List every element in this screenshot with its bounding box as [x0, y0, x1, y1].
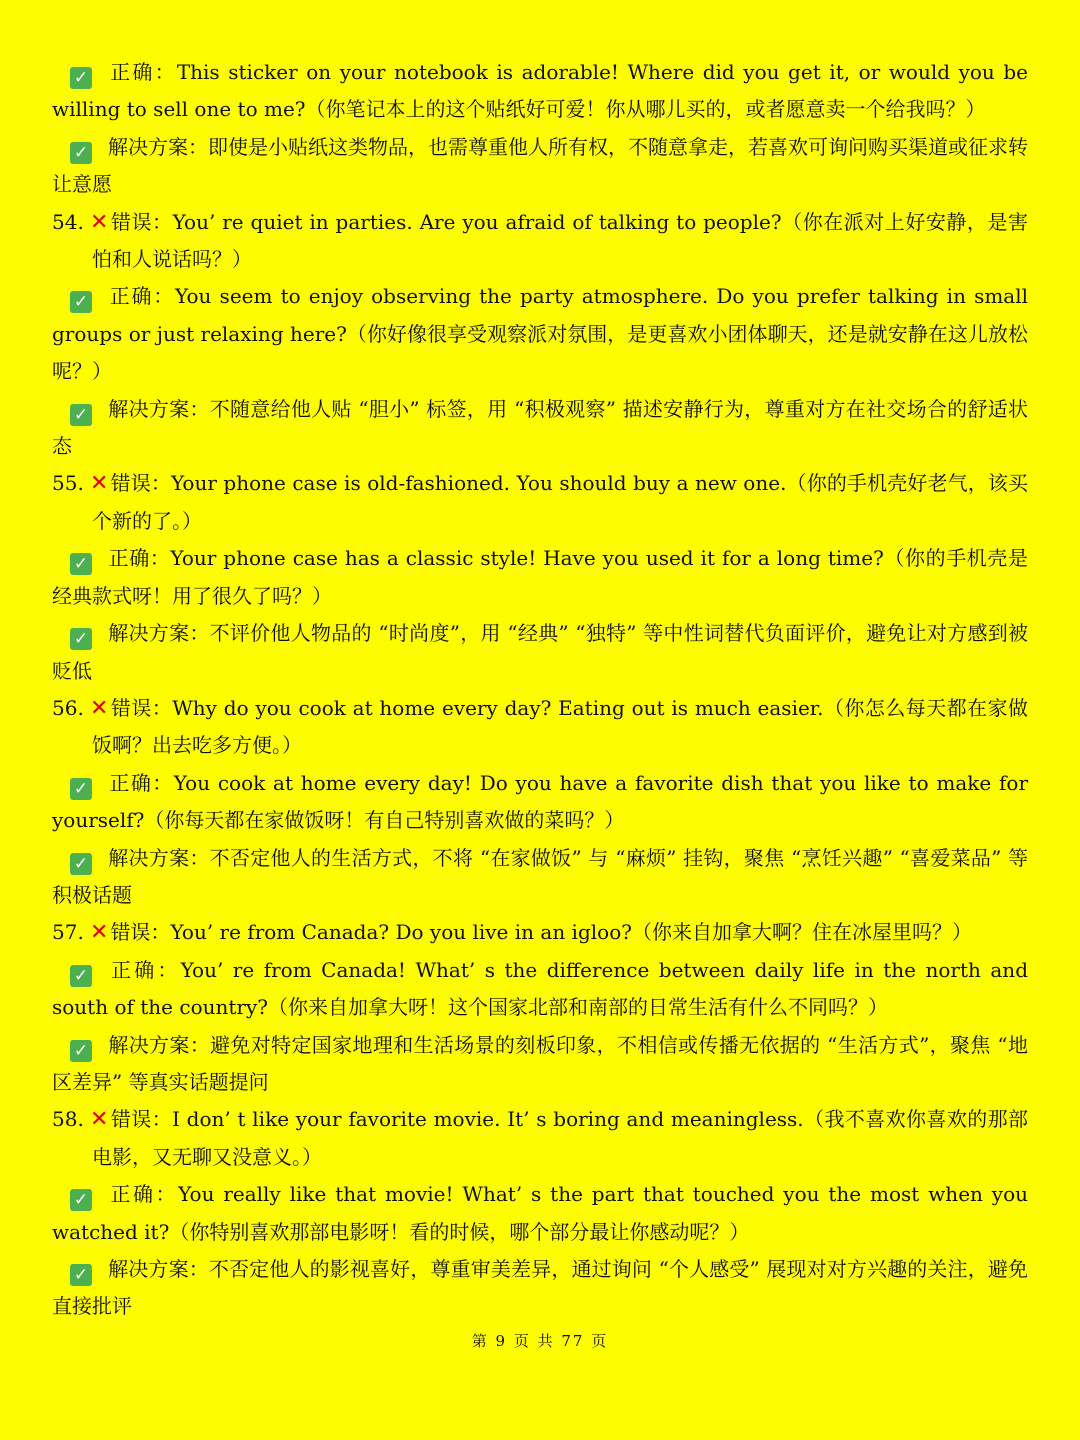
entry-label: 错误： [110, 209, 173, 234]
cross-icon: ✕ [90, 920, 109, 946]
entry-label: 解决方案： [108, 1032, 211, 1057]
entry-label: 错误： [110, 1107, 173, 1132]
correct-entry [52, 952, 1028, 1027]
entry-text: 不否定他人的影视喜好，尊重审美差异，通过询问 “个人感受” 展现对对方兴趣的关注，避免直接批评 [52, 1257, 1028, 1319]
check-icon: ✓ [70, 853, 92, 875]
solution-entry [52, 129, 1028, 204]
correct-entry [52, 1176, 1028, 1251]
entry-label: 正确： [108, 957, 181, 982]
cross-icon: ✕ [90, 209, 109, 235]
entry-label: 正确： [108, 60, 177, 84]
check-icon: ✓ [70, 67, 92, 89]
wrong-entry [52, 1101, 1028, 1176]
entry-text: 不随意给他人贴 “胆小” 标签，用 “积极观察” 描述安静行为，尊重对方在社交场合的舒适状态 [52, 396, 1029, 459]
cross-icon: ✕ [90, 1107, 109, 1133]
entry-label: 正确： [108, 284, 176, 309]
entry-label: 解决方案： [108, 621, 210, 646]
entry-label: 解决方案： [108, 845, 210, 870]
entry-text: You’ re from Canada! What’ s the difference between daily life in the north and south of the country?（你来自加拿大呀！这个国家北部和南部的日常生活有什么不同吗？） [52, 957, 1028, 1020]
check-icon: ✓ [70, 628, 92, 650]
entry-text: Your phone case is old-fashioned. You should buy a new one.（你的手机壳好老气，该买个新的了。） [92, 471, 1029, 533]
check-icon: ✓ [70, 291, 92, 313]
entry-label: 解决方案： [108, 396, 210, 421]
correct-entry [52, 54, 1028, 129]
entry-text: 避免对特定国家地理和生活场景的刻板印象，不相信或传播无依据的 “生活方式”，聚焦 “地区差异” 等真实话题提问 [52, 1032, 1028, 1094]
check-icon: ✓ [70, 404, 92, 426]
entry-text: You’ re from Canada? Do you live in an igloo?（你来自加拿大啊？住在冰屋里吗？） [170, 920, 972, 945]
correct-entry [52, 278, 1028, 390]
entry-text: You’ re quiet in parties. Are you afraid of talking to people?（你在派对上好安静，是害怕和人说话吗？） [92, 209, 1028, 272]
entry-text: You really like that movie! What’ s the part that touched you the most when you watched it?（你特别喜欢那部电影呀！看的时候，哪个部分最让你感动呢？） [52, 1182, 1028, 1244]
entry-label: 正确： [108, 546, 171, 571]
check-icon: ✓ [70, 553, 92, 575]
entry-label: 解决方案： [108, 134, 208, 159]
solution-entry [52, 1251, 1028, 1326]
entry-text: 即使是小贴纸这类物品，也需尊重他人所有权，不随意拿走，若喜欢可询问购买渠道或征求转让意愿 [52, 134, 1028, 197]
cross-icon: ✕ [90, 695, 109, 721]
item-number: 55. [52, 471, 84, 496]
wrong-entry [52, 690, 1028, 765]
entry-label: 错误： [110, 920, 171, 945]
entry-label: 错误： [110, 471, 171, 496]
entry-label: 解决方案： [108, 1257, 209, 1281]
check-icon: ✓ [70, 142, 92, 164]
correct-entry [52, 540, 1028, 615]
solution-entry [52, 1027, 1028, 1102]
check-icon: ✓ [70, 1264, 92, 1286]
entry-text: Your phone case has a classic style! Have you used it for a long time?（你的手机壳是经典款式呀！用了很久了吗？） [52, 546, 1028, 608]
solution-entry [52, 391, 1028, 466]
check-icon: ✓ [70, 965, 92, 987]
entry-label: 错误： [110, 695, 173, 720]
entry-label: 正确： [108, 1182, 179, 1207]
page-footer: 第 9 页 共 77 页 [471, 1332, 609, 1350]
check-icon: ✓ [70, 1040, 92, 1062]
entry-text: 不评价他人物品的 “时尚度”，用 “经典” “独特” 等中性词替代负面评价，避免让对方感到被贬低 [52, 621, 1029, 683]
entry-label: 正确： [108, 770, 174, 795]
wrong-entry [52, 914, 1028, 951]
check-icon: ✓ [70, 1189, 92, 1211]
solution-entry [52, 615, 1028, 690]
item-number: 54. [52, 209, 84, 234]
entry-text: You cook at home every day! Do you have a favorite dish that you like to make for yourself?（你每天都在家做饭呀！有自己特别喜欢做的菜吗？） [52, 770, 1029, 833]
entry-text: Why do you cook at home every day? Eating out is much easier.（你怎么每天都在家做饭啊？出去吃多方便。） [92, 695, 1029, 758]
entry-text: This sticker on your notebook is adorable! Where did you get it, or would you be willing to sell one to me?（你笔记本上的这个贴纸好可爱！你从哪儿买的，或者愿意卖一个给我吗？） [52, 60, 1029, 122]
wrong-entry [52, 465, 1028, 540]
content [52, 54, 1028, 1326]
correct-entry [52, 765, 1028, 840]
item-number: 56. [52, 695, 84, 720]
item-number: 57. [52, 920, 84, 945]
wrong-entry [52, 204, 1028, 279]
entry-text: You seem to enjoy observing the party atmosphere. Do you prefer talking in small groups or just relaxing here?（你好像很享受观察派对氛围，是更喜欢小团体聊天，还是就安静在这儿放松呢？） [52, 284, 1029, 384]
entry-text: I don’ t like your favorite movie. It’ s boring and meaningless.（我不喜欢你喜欢的那部电影，又无聊又没意义。） [92, 1107, 1028, 1169]
check-icon: ✓ [70, 778, 92, 800]
entry-text: 不否定他人的生活方式，不将 “在家做饭” 与 “麻烦” 挂钩，聚焦 “烹饪兴趣” “喜爱菜品” 等积极话题 [52, 845, 1028, 907]
item-number: 58. [52, 1107, 84, 1132]
cross-icon: ✕ [90, 471, 109, 497]
solution-entry [52, 840, 1028, 915]
